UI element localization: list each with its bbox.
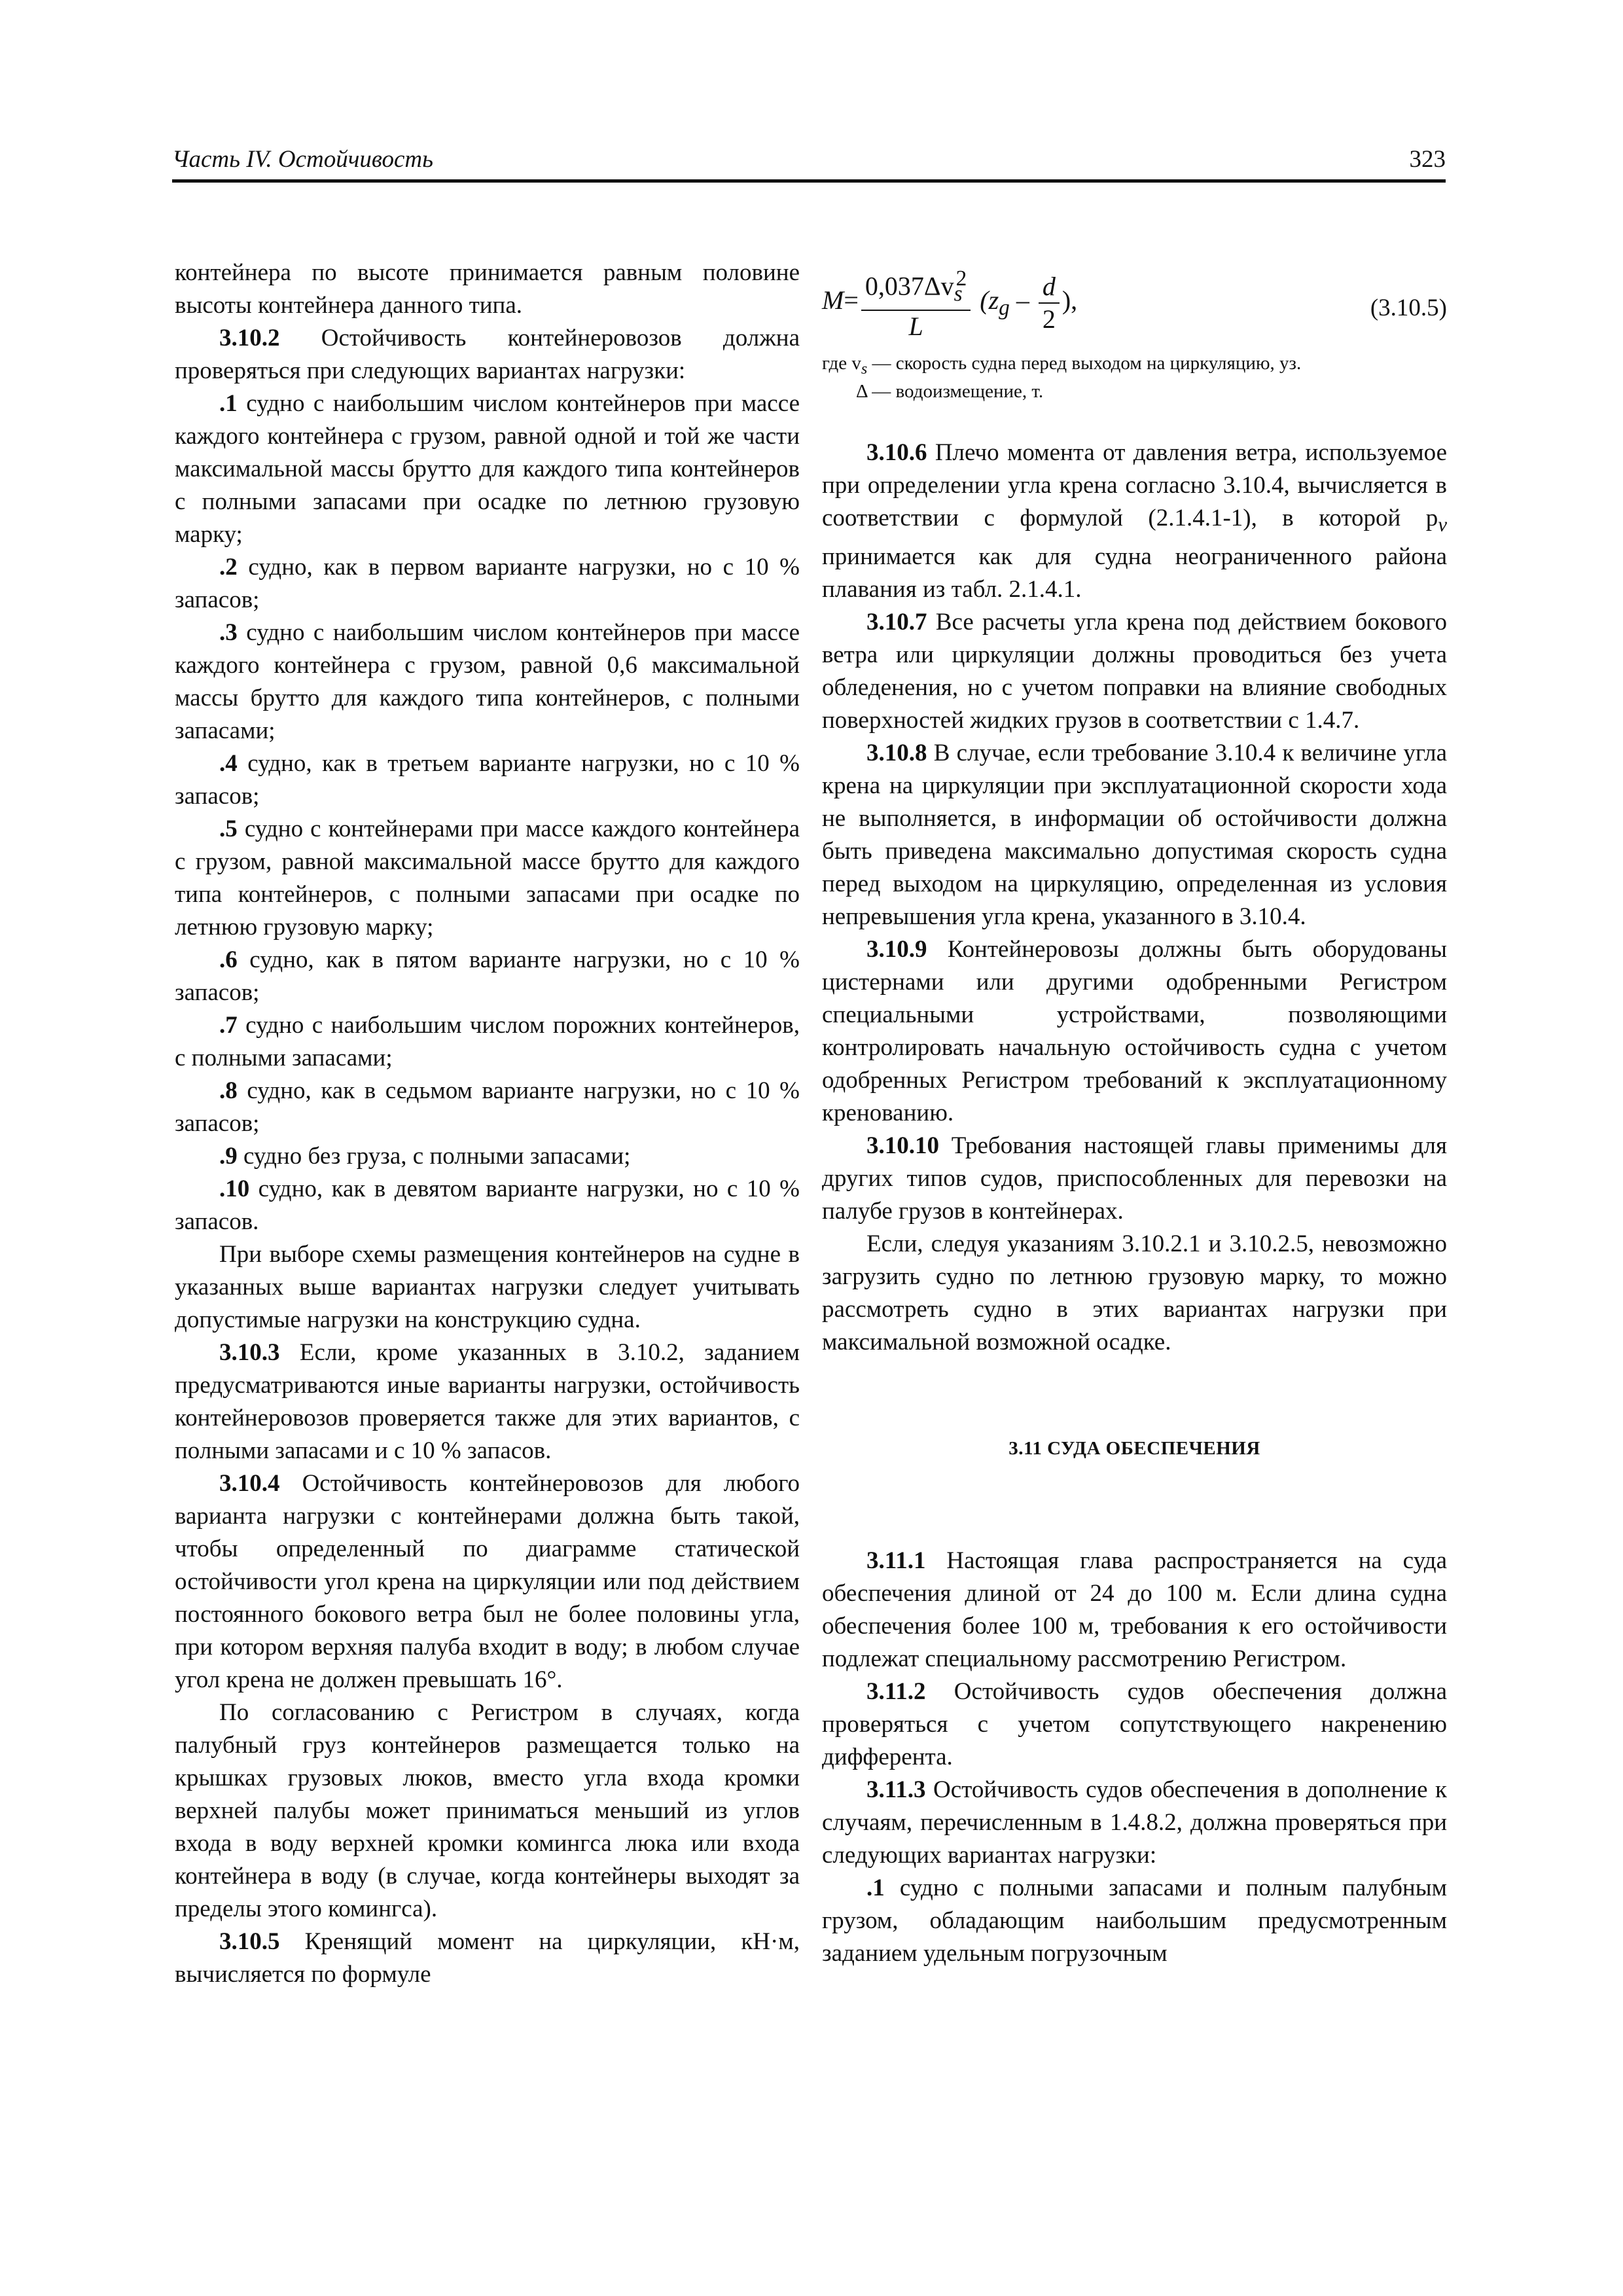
paragraph-text: В случае, если требование 3.10.4 к величине угла крена на циркуляции при эксплуатационной скорости хода не выполняется, в информации об остойчивости должна быть приведена максимально допустимая скорость судна перед выходом на циркуляцию, определенная из условия непревышения угла крена, указанного в 3.10.4.: [822, 740, 1447, 931]
paragraph: [822, 1774, 1447, 1872]
paragraph-number: 3.10.8: [866, 740, 927, 767]
paragraph-text: судно с наибольшим числом контейнеров при массе каждого контейнера с грузом, равной одной и той же части максимальной массы брутто для каждого типа контейнеров с полными запасами при осадке по летнюю грузовую марку;: [175, 390, 800, 548]
left-column: [175, 257, 800, 1991]
paragraph: [175, 813, 800, 944]
paragraph: [175, 1075, 800, 1140]
paragraph-text: судно с полными запасами и полным палубным грузом, обладающим наибольшим предусмотренным заданием удельным погрузочным: [822, 1874, 1447, 1967]
paragraph-text: Требования настоящей главы применимы для других типов судов, приспособленных для перевозки на палубе грузов в контейнерах.: [822, 1132, 1447, 1225]
paragraph: [175, 322, 800, 387]
paragraph-text: Кренящий момент на циркуляции, кН·м, вычисляется по формуле: [175, 1928, 800, 1988]
formula-3-10-5: [822, 257, 1447, 342]
paragraph: [822, 737, 1447, 933]
paragraph-text: По согласованию с Регистром в случаях, когда палубный груз контейнеров размещается только на крышках грузовых люков, вместо угла входа кромки верхней палубы может приниматься меньший из углов входа в воду верхней кромки комингса люка или входа контейнера в воду (в случае, когда контейнеры выходят за пределы этого комингса).: [175, 1699, 800, 1922]
paragraph: [175, 1336, 800, 1467]
paragraph-number: 3.11.1: [866, 1547, 926, 1575]
formula-legend: [822, 352, 1447, 403]
header-title: Часть IV. Остойчивость: [172, 146, 433, 173]
right-column-text-2: [822, 1545, 1447, 1970]
paragraph-number: .9: [219, 1143, 238, 1170]
paragraph-text: Если, кроме указанных в 3.10.2, заданием предусматриваются иные варианты нагрузки, остойчивость контейнеровозов проверяется также для этих вариантов, с полными запасами и с 10 % запасов.: [175, 1339, 800, 1464]
paragraph-text: Остойчивость контейнеровозов для любого варианта нагрузки с контейнерами должна быть такой, чтобы определенный по диаграмме статической остойчивости угол крена на циркуляции или под действием постоянного бокового ветра был не более половины угла, при котором верхняя палуба входит в воду; в любом случае угол крена не должен превышать 16°.: [175, 1470, 800, 1693]
paragraph-number: 3.11.3: [866, 1776, 926, 1804]
paragraph-text: Все расчеты угла крена под действием бокового ветра или циркуляции должны проводиться без учета обледенения, но с учетом поправки на влияние свободных поверхностей жидких грузов в соответствии с 1.4.7.: [822, 609, 1447, 734]
paragraph: [822, 1872, 1447, 1970]
paragraph-number: .5: [219, 816, 238, 842]
paragraph: [175, 1696, 800, 1926]
paragraph: [175, 1173, 800, 1238]
paragraph: [175, 617, 800, 747]
formula-number: (3.10.5): [1370, 295, 1447, 321]
paragraph-text: Настоящая глава распространяется на суда обеспечения длиной от 24 до 100 м. Если длина судна обеспечения более 100 м, требования к его остойчивости подлежат специальному рассмотрению Регистром.: [822, 1547, 1447, 1673]
paragraph-text: Остойчивость контейнеровозов должна проверяться при следующих вариантах нагрузки:: [175, 325, 800, 384]
paragraph: [175, 747, 800, 813]
right-column: [822, 257, 1447, 1970]
paragraph-text: Остойчивость судов обеспечения в дополнение к случаям, перечисленным в 1.4.8.2, должна проверяться при следующих вариантах нагрузки:: [822, 1776, 1447, 1869]
paragraph-text: принимается как для судна неограниченного района плавания из табл. 2.1.4.1.: [822, 543, 1447, 603]
page-number: 323: [1409, 146, 1446, 173]
paragraph-text: Плечо момента от давления ветра, используемое при определении угла крена согласно 3.10.4, вычисляется в соответствии с формулой (2.1.4.1-1), в которой p: [822, 439, 1447, 531]
paragraph-number: .6: [219, 946, 238, 973]
paragraph-text: контейнера по высоте принимается равным половине высоты контейнера данного типа.: [175, 259, 800, 319]
paragraph-number: .8: [219, 1077, 238, 1104]
paragraph-number: 3.10.6: [866, 439, 927, 466]
right-column-text-1: [822, 437, 1447, 1359]
paragraph: [175, 551, 800, 617]
paragraph-text: судно без груза, с полными запасами;: [237, 1143, 631, 1170]
paragraph-number: 3.10.2: [219, 325, 280, 351]
paragraph: [175, 1926, 800, 1991]
paragraph: [822, 606, 1447, 737]
paragraph-number: .7: [219, 1012, 238, 1039]
paragraph-number: 3.11.2: [866, 1678, 926, 1706]
paragraph-number: .4: [219, 750, 238, 777]
legend-line-velocity: где $v_s$ — скорость судна перед выходом на циркуляцию, уз.: [822, 353, 1302, 378]
paragraph: [175, 944, 800, 1009]
paragraph: [175, 257, 800, 322]
paragraph-text: судно с наибольшим числом порожних контейнеров, с полными запасами;: [175, 1012, 800, 1071]
paragraph-number: 3.10.4: [219, 1470, 280, 1497]
paragraph-number: 3.10.10: [866, 1132, 939, 1160]
paragraph: [175, 1009, 800, 1075]
paragraph: [175, 1140, 800, 1173]
paragraph-text: судно, как в третьем варианте нагрузки, но с 10 % запасов;: [175, 750, 800, 810]
paragraph-text: Остойчивость судов обеспечения должна проверяться с учетом сопутствующего накренению дифферента.: [822, 1678, 1447, 1771]
paragraph-number: 3.10.9: [866, 936, 927, 963]
paragraph-number: 3.10.3: [219, 1339, 280, 1366]
paragraph-number: .1: [866, 1874, 885, 1902]
paragraph-text: Если, следуя указаниям 3.10.2.1 и 3.10.2.5, невозможно загрузить судно по летнюю грузовую марку, то можно рассмотреть судно в этих вариантах нагрузки при максимальной возможной осадке.: [822, 1230, 1447, 1356]
paragraph-text: судно с контейнерами при массе каждого контейнера с грузом, равной максимальной массе брутто для каждого типа контейнеров, с полными запасами при осадке по летнюю грузовую марку;: [175, 816, 800, 941]
paragraph: [175, 1238, 800, 1336]
paragraph-number: .10: [219, 1175, 250, 1202]
paragraph-text: При выборе схемы размещения контейнеров на судне в указанных выше вариантах нагрузки следует учитывать допустимые нагрузки на конструкцию судна.: [175, 1241, 800, 1333]
paragraph-text: судно, как в пятом варианте нагрузки, но с 10 % запасов;: [175, 946, 800, 1006]
paragraph: [822, 1228, 1447, 1359]
paragraph-number: .1: [219, 390, 238, 417]
paragraph-text: судно с наибольшим числом контейнеров при массе каждого контейнера с грузом, равной 0,6 максимальной массы брутто для каждого типа контейнеров, с полными запасами;: [175, 619, 800, 744]
paragraph: [175, 387, 800, 551]
paragraph: [822, 1545, 1447, 1676]
paragraph-text: судно, как в первом варианте нагрузки, но с 10 % запасов;: [175, 554, 800, 613]
paragraph-text: судно, как в девятом варианте нагрузки, но с 10 % запасов.: [175, 1175, 800, 1235]
paragraph: [822, 1130, 1447, 1228]
paragraph: 3.10.6 Плечо момента от давления ветра, используемое при определении угла крена согласно 3.10.4, вычисляется в соответствии с формулой (2.1.4.1-1), в которой $p_v$ принимается как для судна неограниченного района плавания из табл. 2.1.4.1.: [822, 439, 1447, 603]
section-title: 3.11 СУДА ОБЕСПЕЧЕНИЯ: [1008, 1438, 1260, 1460]
paragraph-number: 3.10.5: [219, 1928, 280, 1955]
paragraph-text: судно, как в седьмом варианте нагрузки, но с 10 % запасов;: [175, 1077, 800, 1137]
paragraph-number: .2: [219, 554, 238, 581]
legend-line-displacement: Δ — водоизмещение, т.: [856, 380, 1044, 402]
paragraph-number: 3.10.7: [866, 609, 927, 636]
paragraph-text: Контейнеровозы должны быть оборудованы цистернами или другими одобренными Регистром специальными устройствами, позволяющими контролировать начальную остойчивость судна с учетом одобренных Регистром требований к эксплуатационному кренованию.: [822, 936, 1447, 1127]
page-header: [172, 143, 1446, 183]
paragraph: [822, 933, 1447, 1130]
paragraph: [175, 1467, 800, 1696]
paragraph-number: .3: [219, 619, 238, 646]
formula-expression: M= $\frac{0,037\Delta v_s^2}{L}$ ($z_g$ – $\frac{d}{2}$ ),: [822, 263, 1077, 342]
paragraph: [822, 1676, 1447, 1774]
